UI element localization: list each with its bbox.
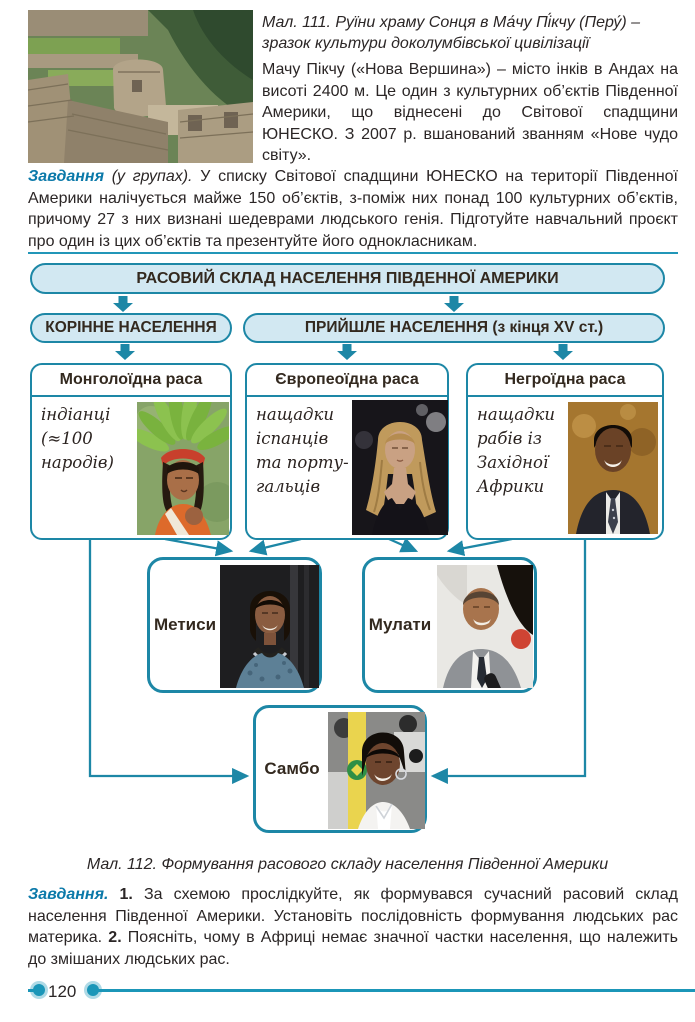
page-number: 120 xyxy=(48,982,77,1001)
race-box-mongoloid xyxy=(30,363,232,540)
task-label: Завдання. xyxy=(28,886,109,903)
race-box-header: Європеоїдна раса xyxy=(247,365,447,397)
mestizo-box xyxy=(147,557,322,693)
sambo-label: Самбо xyxy=(264,759,320,778)
figure-111-text-column xyxy=(262,12,678,167)
sambo-woman-photo xyxy=(328,712,425,829)
race-box-description: нащадки іспанців та португальців xyxy=(256,405,349,496)
mulatto-box xyxy=(362,557,537,693)
task-text: У списку Світової спадщини ЮНЕСКО на території Південної Америки налічується майже 150 об’єктів, з-поміж них понад 100 культурних об’єктів, причому 27 з них визнані шедеврами людського генія. Підготуйте навчальний проєкт про один із цих об’єктів та презентуйте його однокласникам. xyxy=(28,168,678,250)
race-box-europeoid xyxy=(245,363,449,540)
machu-picchu-ruins-illustration xyxy=(28,10,253,163)
race-box-header: Негроїдна раса xyxy=(468,365,662,397)
section-divider-line xyxy=(28,252,678,254)
figure-111-caption: Мал. 111. Руїни храму Сонця в Ма́чу Пі́кчу (Перу́) – зразок культури доколумбівської цивілізації xyxy=(262,14,641,52)
mulatto-man-photo xyxy=(437,565,533,688)
race-box-negroid xyxy=(466,363,664,540)
mestizo-label: Метиси xyxy=(153,615,217,634)
smiling-man-photo xyxy=(568,402,658,534)
footer-line xyxy=(93,989,695,992)
bottom-task-paragraph xyxy=(28,884,678,970)
figure-112-caption: Мал. 112. Формування расового складу населення Південної Америки xyxy=(86,856,609,873)
figure-111-body-text: Мачу Пікчу («Нова Вершина») – місто інків в Андах на висоті 2400 м. Це один з культурних об’єктів Південної Америки, що віднесені до Світової спадщини ЮНЕСКО. З 2007 р. вшанований званням «Нове чудо світу». xyxy=(262,61,678,164)
task-label: Завдання xyxy=(28,168,104,185)
group-task-paragraph xyxy=(28,166,678,252)
indigenous-man-photo xyxy=(137,402,229,535)
task-note: (у групах). xyxy=(103,168,193,185)
race-box-header: Монголоїдна раса xyxy=(32,365,230,397)
diagram-title-box: РАСОВИЙ СКЛАД НАСЕЛЕННЯ ПІВДЕННОЇ АМЕРИКИ xyxy=(30,263,665,294)
race-box-description: нащадки рабів із Західної Африки xyxy=(477,405,555,496)
task-item-1-text: За схемою прослідкуйте, як формувався сучасний расовий склад населення Південної Америки. Установіть послідовність формування людських рас материка. xyxy=(28,886,678,946)
indigenous-population-box: КОРІННЕ НАСЕЛЕННЯ xyxy=(30,313,232,343)
sambo-box xyxy=(253,705,427,833)
race-box-description: індіанці (≈100 народів) xyxy=(41,405,114,472)
task-item-2-text: Поясніть, чому в Африці немає значної частки населення, що належить до змішаних людських рас. xyxy=(28,929,678,968)
machu-picchu-photo xyxy=(28,10,253,163)
mulatto-label: Мулати xyxy=(368,615,432,634)
blonde-woman-photo xyxy=(352,400,448,535)
task-item-2-number: 2. xyxy=(102,929,122,946)
arrived-population-box: ПРИЙШЛЕ НАСЕЛЕННЯ (з кінця XV ст.) xyxy=(243,313,665,343)
task-item-1-number: 1. xyxy=(108,886,133,903)
footer-dot xyxy=(87,984,99,996)
footer-dot xyxy=(33,984,45,996)
mestizo-woman-photo xyxy=(220,565,319,688)
